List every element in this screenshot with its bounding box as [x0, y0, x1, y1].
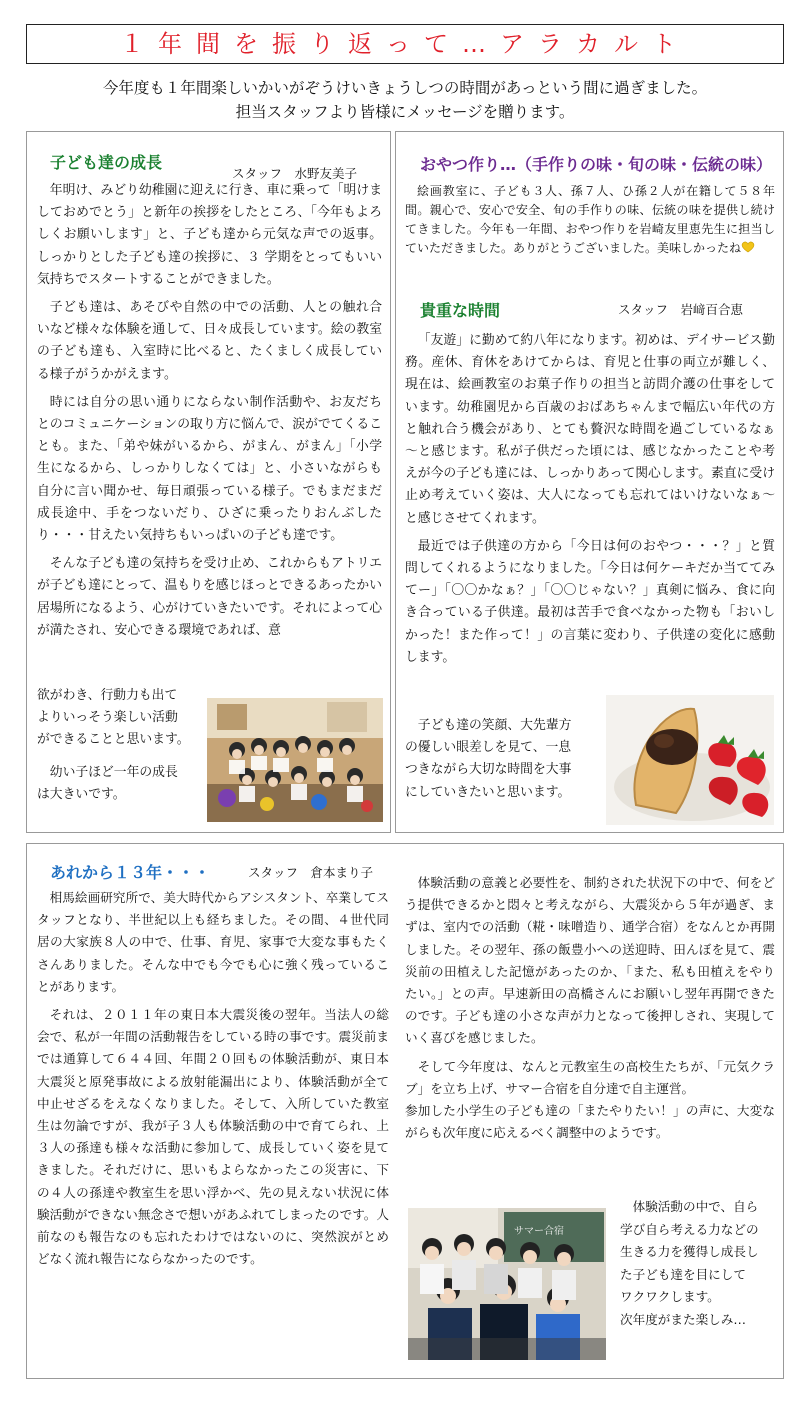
section3-wrap-text [405, 715, 605, 804]
text-line: 幼い子ほど一年の成長 [49, 764, 178, 780]
section4-left-body [37, 887, 389, 1276]
section4-paragraph: 体験活動の意義と必要性を、制約された状況下の中で、何をどう提供できるかと悶々と考えながら、大震災から５年が過ぎ、まずは、室内での活動（糀・味噌造り、通学合宿）をなんとか再開しました。その翌年、孫の飯豊小への送迎時、田んぼを見て、震災前の田植えした記憶があったのか、「また、私も田植えをやりたい。」との声。早速新田の高橋さんにお願いし翌年再開できたのです。子ども達の小さな声が力となって後押しされ、実現していく喜びを感じました。 [405, 875, 775, 1046]
page-title: １年間を振り返って…アラカルト [120, 30, 690, 58]
section3-paragraph: 「友遊」に勤めて約八年になります。初めは、デイサービス勤務。産休、育休をあけてからは、育児と仕事の両立が難しく、現在は、絵画教室のお菓子作りの担当と訪問介護の仕事をしています。幼稚園児から百歳のおばあちゃんまで幅広い年代の方と触れ合う機会があり、とても贅沢な時間を過ごしているなぁ～と感じます。私が子供だった頃には、感じなかったことや考えが今の子ども達には、しっかりあって関心します。素直に受け止め考えていく姿は、大人になっても忘れてはいけないなぁ～と感じさせてくれます。 [405, 333, 775, 526]
staff-name-kuramoto: スタッフ 倉本まり子 [248, 865, 374, 880]
staff-name-mizuno: スタッフ 水野友美子 [232, 166, 358, 181]
text-line: は大きいです。 [37, 786, 126, 802]
text-line: 欲がわき、行動力も出て [37, 688, 178, 703]
section-heading-precious-time: 貴重な時間 [420, 301, 501, 320]
section4-paragraph: 相馬絵画研究所で、美大時代からアシスタント、卒業してスタッフとなり、半世紀以上も経ちました。その間、４世代同居の大家族８人の中で、仕事、育児、家事で大変な事もたくさんありました。そんな中でも今でも心に強く残っていることがあります。 [37, 890, 389, 994]
section4-paragraph: 参加した小学生の子ども達の「またやりたい！」の声に、大変ながらも次年度に応えるべく調整中のようです。 [405, 1103, 775, 1141]
text-line: ワクワクします。 [620, 1289, 720, 1304]
intro-line-1: 今年度も１年間楽しいかいがぞうけいきょうしつの時間があっという間に過ぎました。 [102, 79, 708, 97]
text-line: にしていきたいと思います。 [405, 784, 571, 800]
text-line: つきながら大切な時間を大事 [405, 762, 572, 778]
text-line: よりいっそう楽しい活動 [37, 710, 178, 726]
photo-summer-camp-group [408, 1208, 606, 1360]
board-text: サマー合宿 [514, 1226, 564, 1237]
intro-text [26, 76, 784, 124]
intro-line-2: 担当スタッフより皆様にメッセージを贈ります。 [235, 103, 575, 121]
heart-icon [741, 241, 755, 253]
photo-children-classroom-image [207, 698, 383, 822]
photo-crepe-strawberries-image [606, 695, 774, 825]
photo-crepe-strawberries [606, 695, 774, 825]
text-line: 体験活動の中で、自ら [632, 1199, 759, 1214]
section4-paragraph: そして今年度は、なんと元教室生の高校生たちが、「元気クラブ」を立ち上げ、サマー合宿を自分達で自主運営。 [405, 1058, 775, 1096]
photo-children-classroom [207, 698, 383, 822]
text-line: 次年度がまた楽しみ… [620, 1311, 746, 1327]
text-line: の優しい眼差しを見て、一息 [405, 740, 572, 756]
text-line: 子ども達の笑顔、大先輩方 [417, 718, 572, 733]
section4-right-body [405, 872, 775, 1144]
photo-summer-camp-group-image [408, 1208, 606, 1360]
section2-paragraph [405, 182, 775, 258]
section4-wrap-text [620, 1196, 780, 1331]
section-heading-thirteen-years: あれから１３年・・・ [50, 863, 211, 882]
section1-body [37, 180, 382, 642]
text-line: た子ども達を目にして [620, 1266, 746, 1282]
section1-wrap-text [37, 685, 207, 806]
text-line: ができることと思います。 [37, 732, 190, 748]
section1-paragraph: そんな子ども達の気持ちを受け止め、これからもアトリエが子ども達にとって、温もりを感じほっとできるあったかい居場所になるよう、心がけていきたいです。それによって心が満たされ、安心できる環境であれば、意 [37, 556, 382, 638]
section-heading-snacks: おやつ作り…（手作りの味・旬の味・伝統の味） [420, 155, 773, 174]
section1-paragraph: 子ども達は、あそびや自然の中での活動、人との触れ合いなど様々な体験を通して、日々成長しています。絵の教室の子ども達も、入室時に比べると、たくましく成長している様子がうかがえます。 [37, 300, 382, 382]
section1-paragraph: 年明け、みどり幼稚園に迎えに行き、車に乗って「明けましておめでとう」と新年の挨拶をしたところ、「今年もよろしくお願いします」と、子ども達から元気な声での返事。しっかりとした子ども達の挨拶に、３ 学期をとってもいい気持ちでスタートすることができました。 [37, 183, 382, 287]
section1-paragraph: 時には自分の思い通りにならない制作活動や、お友だちとのコミュニケーションの取り方に悩んで、涙がでてくることも。また、「弟や妹がいるから、がまん、がまん」「小学生になるから、しっかりしなくては」と、小さいながらも自分に言い聞かせ、毎日頑張っている様子。でもまだまだ成長途中、手をつないだり、ひざに乗ったりおんぶしたり・・・甘えたい気持ちもいっぱいの子ども達です。 [37, 394, 382, 544]
text-line: 学び自ら考える力などの [620, 1221, 759, 1237]
section2-body [405, 182, 775, 264]
section2-paragraph-text: 絵画教室に、子ども３人、孫７人、ひ孫２人が在籍して５８年間。親心で、安心で安全、旬の手作りの味、伝統の味を提供し続けてきました。今年も一年間、おやつ作りを岩崎友里恵先生に担当していただきました。ありがとうございました。美味しかったね [405, 184, 775, 255]
text-line: 生きる力を獲得し成長し [620, 1244, 759, 1259]
title-banner [26, 24, 784, 64]
section3-body [405, 330, 775, 669]
staff-name-iwasaki: スタッフ 岩﨑百合恵 [618, 302, 744, 317]
section-heading-children-growth: 子ども達の成長 [50, 153, 163, 172]
section4-paragraph: それは、２０１１年の東日本大震災後の翌年。当法人の総会で、私が一年間の活動報告をしている時の事です。震災前までは通算して６４４回、年間２０回もの体験活動が、東日本大震災と原発事故による放射能漏出により、体験活動が全て中止せざるをえなくなりました。そして、入所していた教室生は勿論ですが、我が子３人も体験活動の中で育てられ、上３人の孫達も様々な活動に参加して、成長していく姿を見てきました。それだけに、思いもよらなかったこの災害に、下の４人の孫達や教室生を思い浮かべ、先の見えない状況に体験活動ができない無念さで想いがあふれてしまったのです。人前なのも報告なのも忘れたわけではないのに、突然涙がとめどなく流れ報告にならなかったのです。 [37, 1007, 389, 1267]
section3-paragraph: 最近では子供達の方から「今日は何のおやつ・・・？」と質問してくれるようになりました。「今日は何ケーキだか当ててみてー」「〇〇かなぁ？」「〇〇じゃない？」真剣に悩み、食に向き合っている子供達。最初は苦手で食べなかった物も「おいしかった！また作って！」の言葉に変わり、子供達の変化に感動します。 [405, 538, 775, 665]
